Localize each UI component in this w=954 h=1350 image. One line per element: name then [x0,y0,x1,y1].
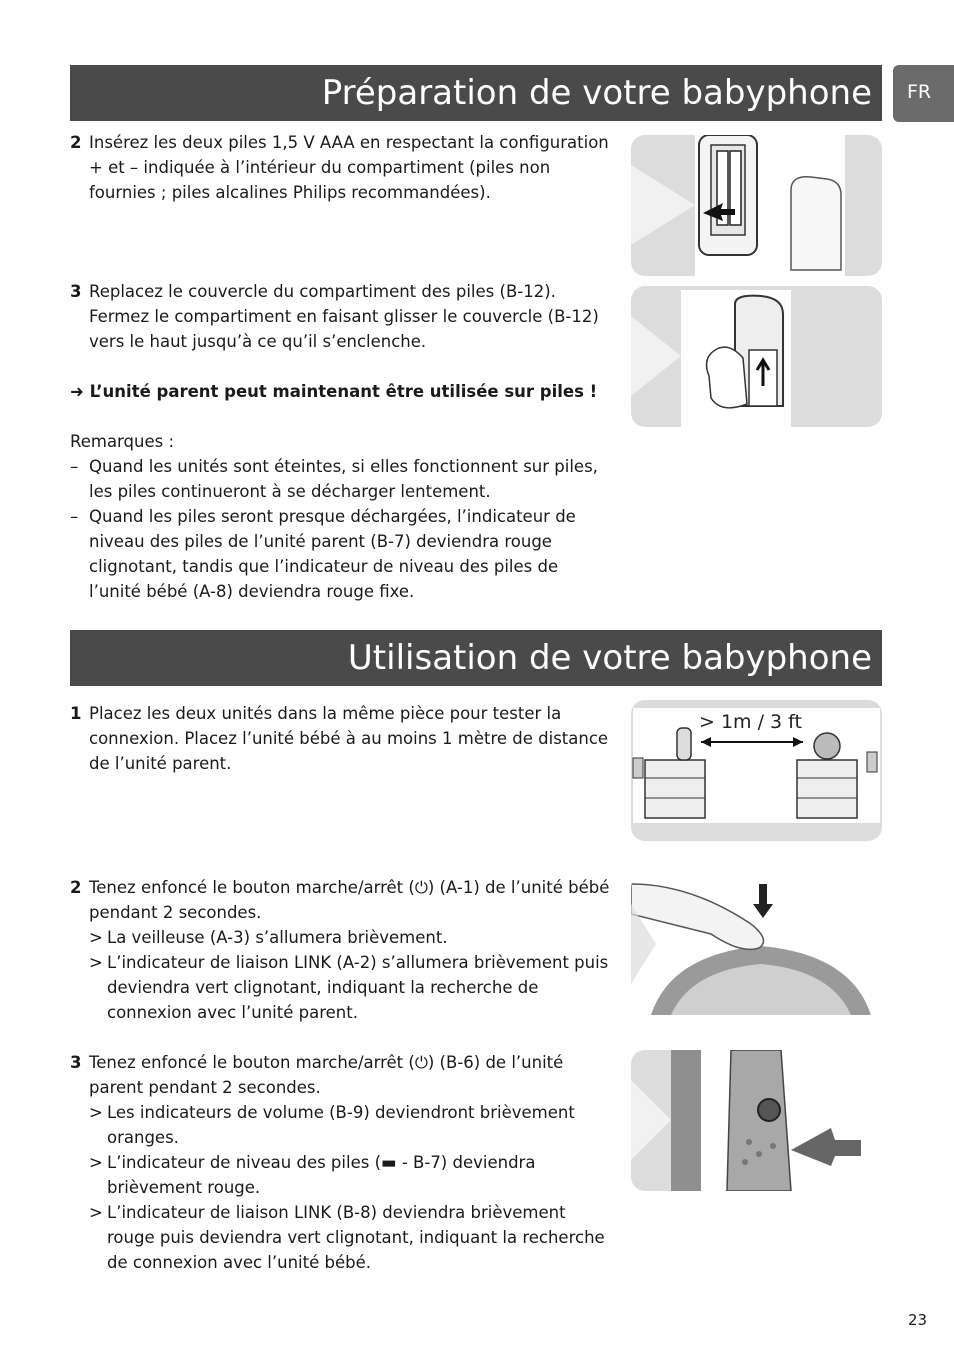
step-result: > La veilleuse (A-3) s’allumera brièvement. [89,928,448,947]
step-number: 3 [70,1053,82,1072]
section-title-preparation: Préparation de votre babyphone [70,65,882,121]
remark-item: – Quand les unités sont éteintes, si elles fonctionnent sur piles, les piles continueront à se décharger lentement. [70,457,598,501]
section-title-utilisation: Utilisation de votre babyphone [70,630,882,686]
remarks-heading: Remarques : [70,432,175,451]
prep-step-3-block [70,279,615,604]
battery-cover-illustration [631,286,882,427]
battery-compartment-illustration [631,135,882,276]
step-text: Tenez enfoncé le bouton marche/arrêt (⏻) (B-6) de l’unité parent pendant 2 secondes. [89,1053,564,1097]
remark-text: Quand les unités sont éteintes, si elles fonctionnent sur piles, les piles continueront à se décharger lentement. [89,457,598,501]
step-number: 3 [70,282,82,301]
result-note: ➜ L’unité parent peut maintenant être utilisée sur piles ! [70,382,598,401]
use-step-2 [70,875,615,1025]
remark-item: – Quand les piles seront presque déchargées, l’indicateur de niveau des piles de l’unité parent (B-7) deviendra rouge clignotant, tandis que l’indicateur de niveau des piles de l’unité bébé (A-8) deviendra rouge fixe. [70,507,576,601]
step-text: Tenez enfoncé le bouton marche/arrêt (⏻) (A-1) de l’unité bébé pendant 2 secondes. [89,878,610,922]
step-result: > Les indicateurs de volume (B-9) deviendront brièvement oranges. [89,1103,575,1147]
step-number: 2 [70,878,82,897]
step-result: > L’indicateur de liaison LINK (B-8) deviendra brièvement rouge puis deviendra vert clignotant, indiquant la recherche de connexion avec l’unité bébé. [89,1203,605,1272]
use-step-1 [70,701,615,776]
language-tab: FR [893,65,954,122]
prep-step-3 [70,279,615,354]
distance-test-illustration [631,700,882,841]
step-number: 1 [70,704,82,723]
remark-text: Quand les piles seront presque déchargées, l’indicateur de niveau des piles de l’unité parent (B-7) deviendra rouge clignotant, tandis que l’indicateur de niveau des piles de l’unité bébé (A-8) deviendra rouge fixe. [89,507,576,601]
use-step-3 [70,1050,615,1275]
prep-step-2 [70,130,615,205]
step-number: 2 [70,133,82,152]
step-text: Insérez les deux piles 1,5 V AAA en respectant la configuration + et – indiquée à l’intérieur du compartiment (piles non fournies ; piles alcalines Philips recommandées). [89,133,609,202]
baby-unit-button-illustration [631,874,882,1015]
step-text: Placez les deux unités dans la même pièce pour tester la connexion. Placez l’unité bébé à au moins 1 mètre de distance de l’unité parent. [89,704,609,773]
step-result: > L’indicateur de niveau des piles (▬ - B-7) deviendra brièvement rouge. [89,1153,536,1197]
step-result: > L’indicateur de liaison LINK (A-2) s’allumera brièvement puis deviendra vert clignotant, indiquant la recherche de connexion avec l’unité parent. [89,953,609,1022]
distance-label: > 1m / 3 ft [699,711,802,733]
parent-unit-button-illustration [631,1050,882,1191]
page-number: 23 [908,1311,928,1329]
step-text: Replacez le couvercle du compartiment des piles (B-12). Fermez le compartiment en faisant glisser le couvercle (B-12) vers le haut jusqu’à ce qu’il s’enclenche. [89,282,599,351]
